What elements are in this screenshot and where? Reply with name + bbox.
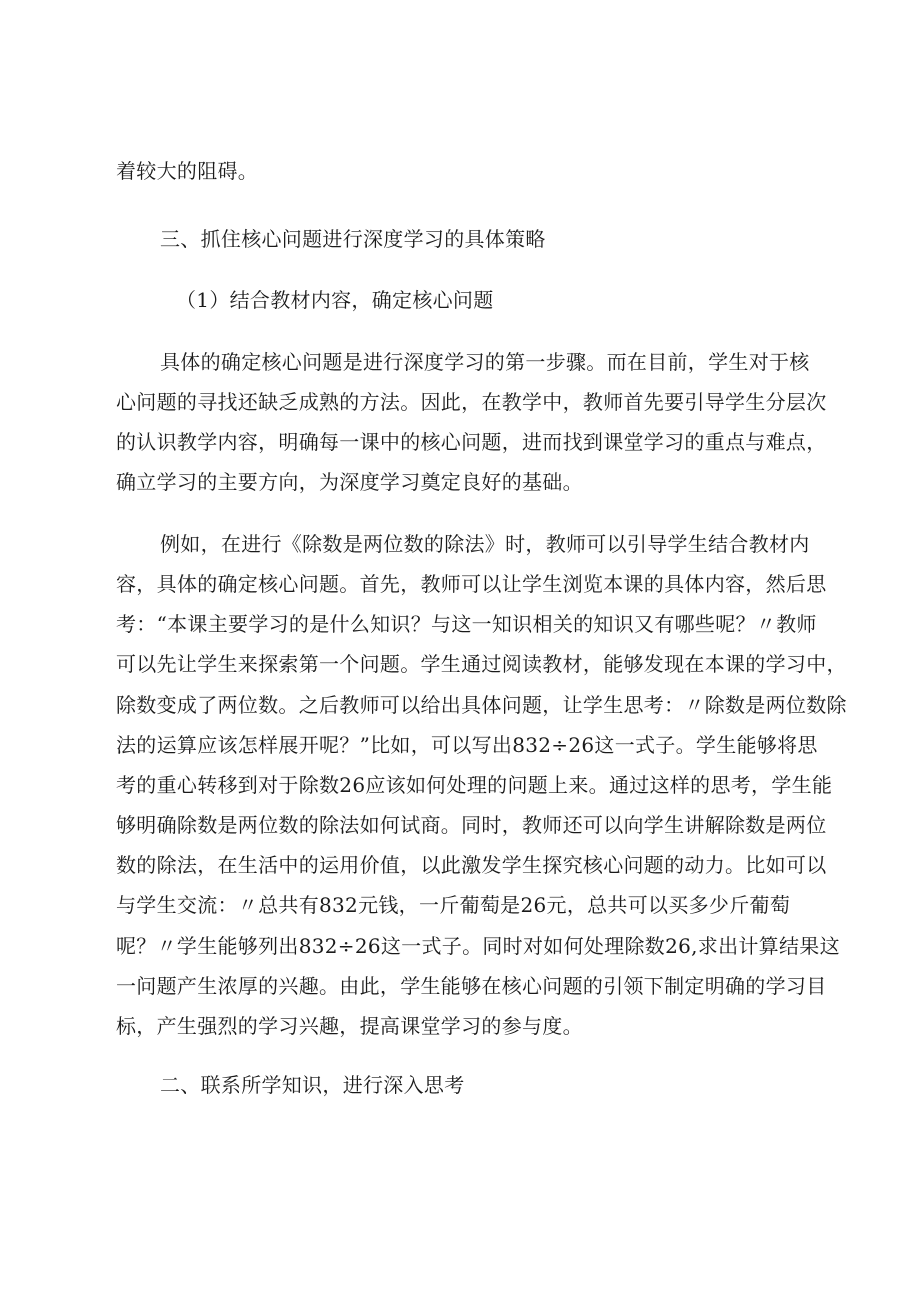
paragraph-line: 够明确除数是两位数的除法如何试商。同时，教师还可以向学生讲解除数是两位: [116, 813, 827, 837]
paragraph-line: 容，具体的确定核心问题。首先，教师可以让学生浏览本课的具体内容，然后思: [116, 572, 827, 596]
paragraph-line: 确立学习的主要方向，为深度学习奠定良好的基础。: [116, 470, 583, 494]
paragraph-line: 呢？〃学生能够列出832÷26这一式子。同时对如何处理除数26,求出计算结果这: [116, 934, 840, 958]
paragraph-line: 标，产生强烈的学习兴趣，提高课堂学习的参与度。: [116, 1014, 583, 1038]
paragraph-line: 具体的确定核心问题是进行深度学习的第一步骤。而在目前，学生对于核: [160, 350, 810, 374]
paragraph-line: 法的运算应该怎样展开呢？”比如，可以写出832÷26这一式子。学生能够将思: [116, 733, 818, 757]
subsection-heading: （1）结合教材内容，确定核心问题: [176, 288, 494, 312]
paragraph-line: 考：“本课主要学习的是什么知识？与这一知识相关的知识又有哪些呢？〃教师: [116, 612, 817, 636]
paragraph-line: 例如，在进行《除数是两位数的除法》时，教师可以引导学生结合教材内: [160, 532, 810, 556]
paragraph-line: 心问题的寻找还缺乏成熟的方法。因此，在教学中，教师首先要引导学生分层次: [116, 390, 827, 414]
paragraph-line: 考的重心转移到对于除数26应该如何处理的问题上来。通过这样的思考，学生能: [116, 773, 833, 797]
paragraph-line: 与学生交流：〃总共有832元钱，一斤葡萄是26元，总共可以买多少斤葡萄: [116, 893, 791, 917]
paragraph-line: 数的除法，在生活中的运用价值，以此激发学生探究核心问题的动力。比如可以: [116, 853, 827, 877]
paragraph-line: 的认识教学内容，明确每一课中的核心问题，进而找到课堂学习的重点与难点，: [116, 430, 827, 454]
paragraph-line: 可以先让学生来探索第一个问题。学生通过阅读教材，能够发现在本课的学习中，: [116, 652, 847, 676]
section-heading: 二、联系所学知识，进行深入思考: [160, 1073, 465, 1097]
paragraph-line: 除数变成了两位数。之后教师可以给出具体问题，让学生思考：〃除数是两位数除: [116, 693, 847, 717]
paragraph-line: 一问题产生浓厚的兴趣。由此，学生能够在核心问题的引领下制定明确的学习目: [116, 974, 827, 998]
text-line: 着较大的阻碍。: [116, 159, 259, 183]
section-heading: 三、抓住核心问题进行深度学习的具体策略: [160, 227, 546, 251]
